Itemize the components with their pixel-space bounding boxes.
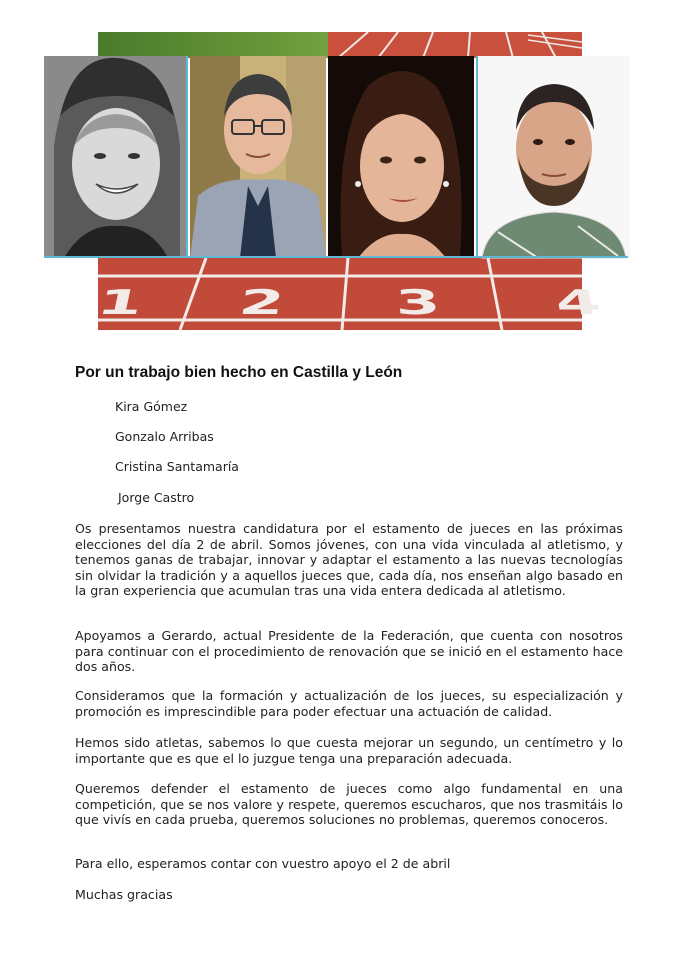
portrait-photo-4 — [476, 56, 630, 258]
banner-divider-line — [44, 256, 628, 258]
candidate-name-1: Kira Gómez — [115, 399, 188, 414]
paragraph-athletes: Hemos sido atletas, sabemos lo que cuesta mejorar un segundo, un centímetro y lo importante que es que el lo juzgue tenga una preparación adecuada. — [75, 735, 623, 766]
portrait-photo-2 — [190, 56, 326, 258]
track-lanes — [98, 258, 582, 330]
lane-number-3: 3 — [394, 283, 442, 323]
track-top — [328, 32, 582, 58]
portrait-photo-3 — [328, 56, 474, 258]
candidate-name-3: Cristina Santamaría — [115, 459, 239, 474]
lane-number-4: 4 — [552, 283, 605, 323]
paragraph-intro: Os presentamos nuestra candidatura por el estamento de jueces en las próximas elecciones del día 2 de abril. Somos jóvenes, con una vida vinculada al atletismo, y tenemos ganas de trabajar, innovar y adaptar el estamento a las nuevas tecnologías sin olvidar la tradición y a aquellos jueces que, cada día, nos enseñan algo basado en la gran experiencia que acumulan tras una vida entera dedicada al atletismo. — [75, 521, 623, 598]
paragraph-training: Consideramos que la formación y actualización de los jueces, su especialización y promoción es imprescindible para poder efectuar una actuación de calidad. — [75, 688, 623, 719]
candidate-name-2: Gonzalo Arribas — [115, 429, 214, 444]
portrait-photo-1 — [44, 56, 188, 258]
lane-number-1: 1 — [93, 283, 147, 323]
paragraph-vote: Para ello, esperamos contar con vuestro apoyo el 2 de abril — [75, 856, 451, 871]
lane-number-2: 2 — [236, 283, 287, 323]
paragraph-support: Apoyamos a Gerardo, actual Presidente de la Federación, que cuenta con nosotros para continuar con el procedimiento de renovación que se inició en el estamento hace dos años. — [75, 628, 623, 674]
page-title: Por un trabajo bien hecho en Castilla y León — [75, 364, 403, 381]
paragraph-defend: Queremos defender el estamento de jueces como algo fundamental en una competición, que se nos valore y respete, queremos escucharos, que nos trasmitáis lo que vivís en cada prueba, queremos soluciones no problemas, queremos conoceros. — [75, 781, 623, 827]
candidate-name-4: Jorge Castro — [118, 490, 195, 505]
paragraph-thanks: Muchas gracias — [75, 887, 173, 902]
